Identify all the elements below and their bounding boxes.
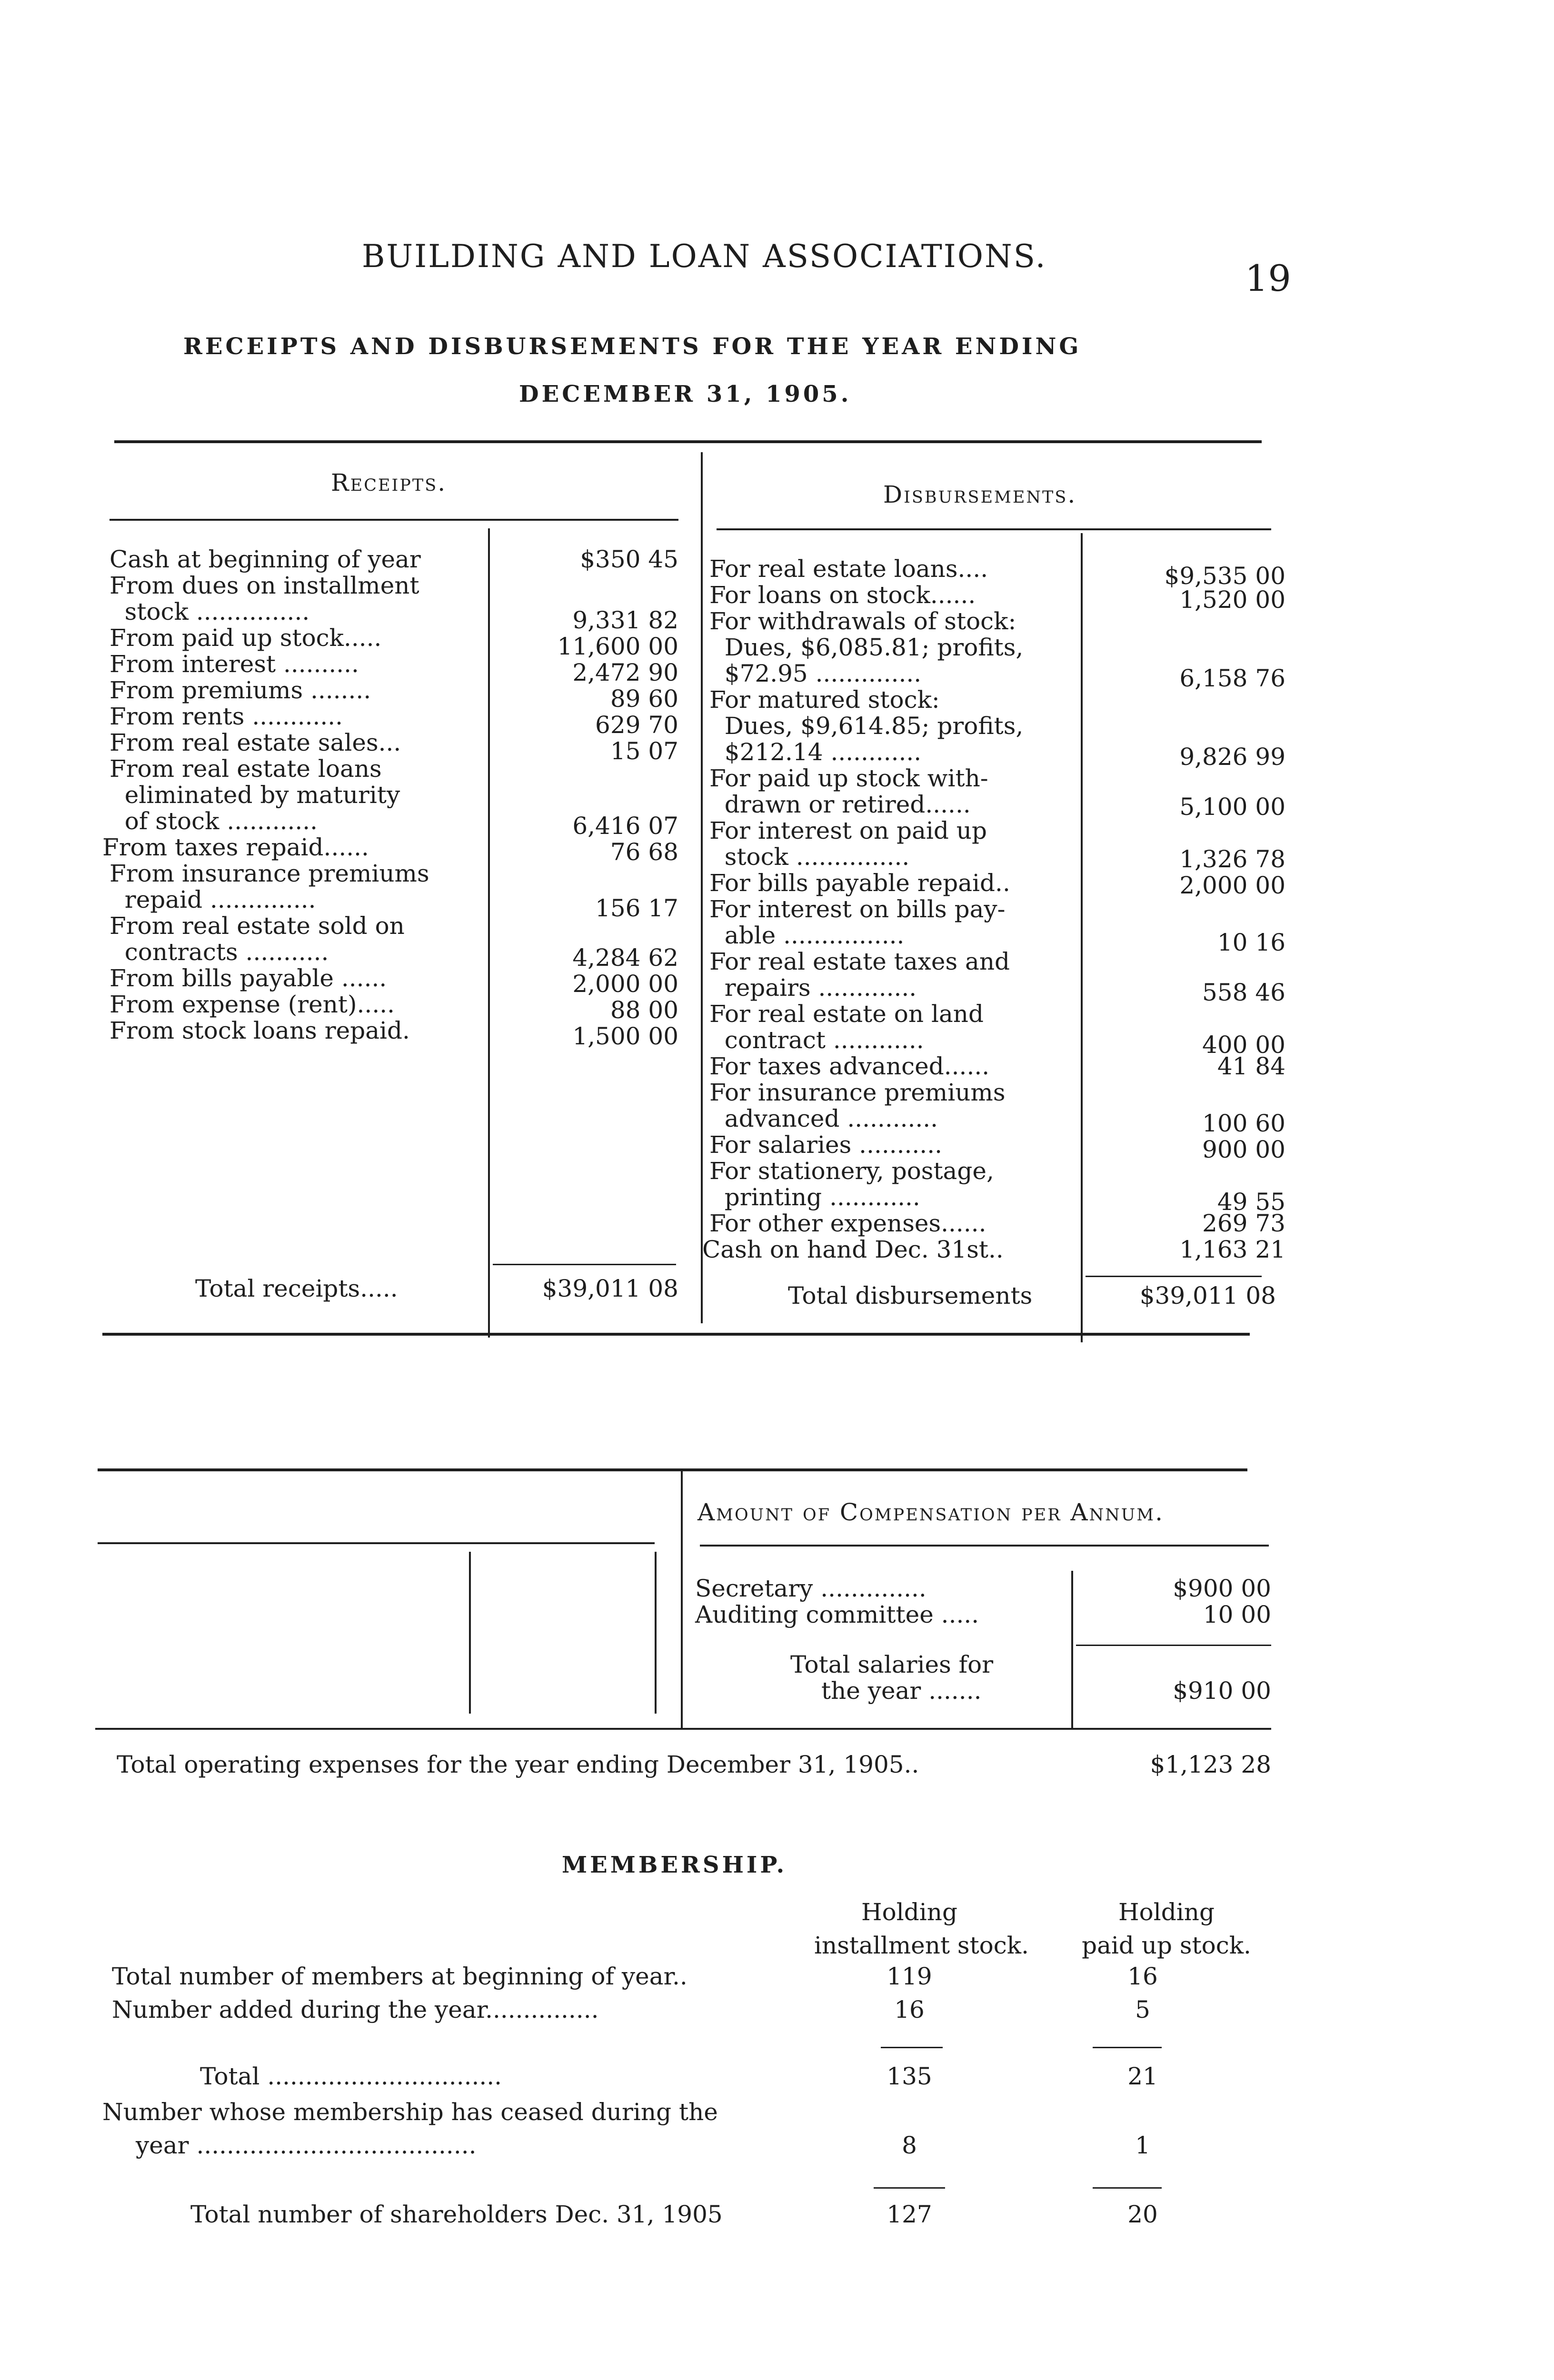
disbursement-label: For withdrawals of stock:: [709, 607, 1016, 635]
total-receipts-label: Total receipts.....: [195, 1275, 398, 1302]
compensation-heading: Amount of Compensation per Annum.: [697, 1498, 1165, 1526]
receipt-label: eliminated by maturity: [110, 781, 400, 809]
disbursements-amount-divider: [1081, 533, 1083, 1342]
receipt-label: From dues on installment: [110, 572, 419, 599]
table-bottom-rule: [102, 1333, 1250, 1336]
disbursement-amount: 9,826 99: [1179, 743, 1285, 771]
total-disbursements-amount: $39,011 08: [1139, 1282, 1276, 1309]
membership-row-installment: 119: [887, 1963, 932, 1990]
disbursement-amount: 5,100 00: [1179, 793, 1285, 821]
disbursement-label: stock ...............: [709, 843, 910, 871]
disbursement-label: $72.95 ..............: [709, 660, 922, 687]
receipt-amount: 76 68: [610, 838, 678, 866]
disbursement-label: Dues, $9,614.85; profits,: [709, 712, 1024, 740]
receipt-label: of stock ............: [110, 807, 318, 835]
disbursement-label: For real estate taxes and: [709, 948, 1010, 975]
membership-row-installment: 16: [894, 1996, 925, 2023]
membership-rule-paidup-1: [1093, 2047, 1162, 2048]
receipt-amount: 2,472 90: [572, 659, 678, 686]
receipt-label: From expense (rent).....: [110, 991, 395, 1018]
membership-row-label: Total number of members at beginning of year..: [112, 1963, 687, 1990]
table-top-rule: [114, 440, 1262, 443]
membership-row-label: Number whose membership has ceased during the: [102, 2098, 718, 2126]
disbursement-label: For real estate on land: [709, 1000, 984, 1028]
disbursement-label: For loans on stock......: [709, 581, 976, 609]
compensation-auditing-amount: 10 00: [1203, 1601, 1271, 1628]
disbursement-label: $212.14 ............: [709, 738, 922, 766]
disbursement-label: repairs .............: [709, 974, 917, 1002]
disbursement-label: For paid up stock with-: [709, 764, 988, 792]
disbursement-amount: 100 60: [1202, 1110, 1285, 1137]
receipt-amount: 11,600 00: [557, 633, 678, 660]
disbursement-amount: 1,326 78: [1179, 845, 1285, 873]
compensation-amount-divider: [1071, 1571, 1073, 1728]
disbursement-label: For insurance premiums: [709, 1079, 1006, 1106]
membership-row-paidup: 21: [1127, 2063, 1158, 2090]
center-divider: [701, 452, 703, 1323]
col-installment-header-2: installment stock.: [814, 1932, 1029, 1959]
receipt-label: From stock loans repaid.: [110, 1017, 410, 1044]
disbursement-amount: 10 16: [1217, 929, 1285, 956]
disbursement-label: For stationery, postage,: [709, 1157, 994, 1185]
receipt-label: From real estate sold on: [110, 912, 405, 940]
disbursements-subtotal-rule: [1086, 1276, 1262, 1277]
disbursement-amount: 49 55: [1217, 1188, 1285, 1216]
disbursement-amount: 269 73: [1202, 1210, 1285, 1237]
disbursement-label: printing ............: [709, 1183, 920, 1211]
receipt-label: From bills payable ......: [110, 964, 387, 992]
compensation-top-rule: [98, 1468, 1247, 1471]
disbursement-label: For interest on paid up: [709, 817, 987, 844]
receipt-label: From rents ............: [110, 703, 343, 730]
receipt-amount: 4,284 62: [572, 944, 678, 972]
compensation-total-amount: $910 00: [1173, 1677, 1271, 1705]
disbursement-amount: 2,000 00: [1179, 872, 1285, 899]
disbursement-amount: 400 00: [1202, 1031, 1285, 1059]
col-paidup-header-2: paid up stock.: [1082, 1932, 1251, 1959]
disbursement-label: For matured stock:: [709, 686, 940, 714]
disbursement-label: Cash on hand Dec. 31st..: [702, 1236, 1004, 1263]
disbursement-amount: 1,520 00: [1179, 586, 1285, 614]
membership-rule-installment-2: [874, 2187, 945, 2189]
receipt-amount: 88 00: [610, 996, 678, 1024]
membership-row-label: year .....................................: [136, 2132, 477, 2159]
receipts-amount-divider: [488, 528, 490, 1338]
receipt-amount: 89 60: [610, 685, 678, 713]
receipt-label: contracts ...........: [110, 938, 329, 966]
receipts-heading-rule: [110, 519, 678, 521]
compensation-total-label-1: Total salaries for: [790, 1651, 994, 1678]
receipt-label: From real estate sales...: [110, 729, 401, 756]
membership-row-label: Number added during the year...............: [112, 1996, 599, 2023]
disbursements-heading-rule: [717, 528, 1271, 530]
membership-heading: MEMBERSHIP.: [562, 1852, 787, 1878]
running-title: BUILDING AND LOAN ASSOCIATIONS.: [362, 238, 1047, 275]
membership-row-paidup: 20: [1127, 2201, 1158, 2228]
receipt-label: Cash at beginning of year: [110, 545, 421, 573]
disbursement-label: drawn or retired......: [709, 791, 971, 818]
receipt-amount: 1,500 00: [572, 1022, 678, 1050]
disbursement-label: For taxes advanced......: [709, 1052, 990, 1080]
membership-row-installment: 127: [887, 2201, 932, 2228]
disbursement-label: advanced ............: [709, 1105, 938, 1132]
membership-rule-installment-1: [881, 2047, 943, 2048]
compensation-secretary-amount: $900 00: [1173, 1575, 1271, 1602]
disbursement-amount: $9,535 00: [1164, 562, 1285, 590]
membership-row-paidup: 5: [1135, 1996, 1150, 2023]
compensation-left-divider-2: [655, 1552, 657, 1714]
section-title-line-1: RECEIPTS AND DISBURSEMENTS FOR THE YEAR ENDING: [183, 333, 1082, 360]
disbursement-label: For bills payable repaid..: [709, 869, 1010, 897]
membership-row-installment: 8: [902, 2132, 917, 2159]
membership-row-installment: 135: [887, 2063, 932, 2090]
receipts-subtotal-rule: [493, 1264, 676, 1265]
receipt-label: From insurance premiums: [110, 860, 429, 887]
total-disbursements-label: Total disbursements: [788, 1282, 1033, 1309]
receipt-amount: 6,416 07: [572, 812, 678, 840]
col-installment-header-1: Holding: [861, 1898, 957, 1926]
receipt-label: stock ...............: [110, 598, 310, 625]
disbursement-label: For salaries ...........: [709, 1131, 942, 1159]
membership-row-label: Total ...............................: [200, 2063, 502, 2090]
page-number: 19: [1245, 257, 1291, 299]
receipt-amount: 2,000 00: [572, 970, 678, 998]
operating-expenses-label: Total operating expenses for the year ending December 31, 1905..: [117, 1751, 919, 1778]
disbursement-label: For interest on bills pay-: [709, 895, 1006, 923]
compensation-center-divider: [681, 1471, 683, 1728]
disbursements-heading: Disbursements.: [883, 481, 1077, 508]
receipt-label: From interest ..........: [110, 650, 359, 678]
compensation-total-label-2: the year .......: [821, 1677, 982, 1705]
membership-row-paidup: 16: [1127, 1963, 1158, 1990]
receipt-amount: 9,331 82: [572, 606, 678, 634]
compensation-auditing-label: Auditing committee .....: [695, 1601, 979, 1628]
compensation-subtotal-rule: [1076, 1645, 1271, 1646]
receipt-label: repaid ..............: [110, 886, 316, 913]
membership-row-paidup: 1: [1135, 2132, 1150, 2159]
receipt-amount: 629 70: [595, 711, 678, 739]
operating-expenses-amount: $1,123 28: [1150, 1751, 1271, 1778]
receipt-label: From taxes repaid......: [102, 833, 369, 861]
compensation-left-rule: [98, 1542, 655, 1544]
receipts-heading: Receipts.: [331, 469, 447, 496]
compensation-right-rule: [700, 1545, 1269, 1547]
receipt-amount: $350 45: [580, 545, 678, 573]
disbursement-label: Dues, $6,085.81; profits,: [709, 634, 1024, 661]
receipt-label: From premiums ........: [110, 676, 371, 704]
membership-rule-paidup-2: [1093, 2187, 1162, 2189]
disbursement-amount: 6,158 76: [1179, 664, 1285, 692]
receipt-label: From paid up stock.....: [110, 624, 382, 652]
disbursement-amount: 41 84: [1217, 1052, 1285, 1080]
receipt-amount: 156 17: [595, 894, 678, 922]
total-receipts-amount: $39,011 08: [542, 1275, 678, 1302]
membership-row-label: Total number of shareholders Dec. 31, 1905: [190, 2201, 723, 2228]
col-paidup-header-1: Holding: [1118, 1898, 1215, 1926]
compensation-left-divider-1: [469, 1552, 471, 1714]
disbursement-label: contract ............: [709, 1026, 924, 1054]
section-title-line-2: DECEMBER 31, 1905.: [519, 381, 852, 407]
disbursement-amount: 900 00: [1202, 1136, 1285, 1163]
disbursement-label: For other expenses......: [709, 1210, 986, 1237]
receipt-amount: 15 07: [610, 737, 678, 765]
receipt-label: From real estate loans: [110, 755, 382, 783]
compensation-secretary-label: Secretary ..............: [695, 1575, 926, 1602]
compensation-bottom-rule: [95, 1728, 1271, 1730]
disbursement-amount: 558 46: [1202, 979, 1285, 1006]
disbursement-label: able ................: [709, 922, 905, 949]
disbursement-amount: 1,163 21: [1179, 1236, 1285, 1263]
disbursement-label: For real estate loans....: [709, 555, 988, 583]
